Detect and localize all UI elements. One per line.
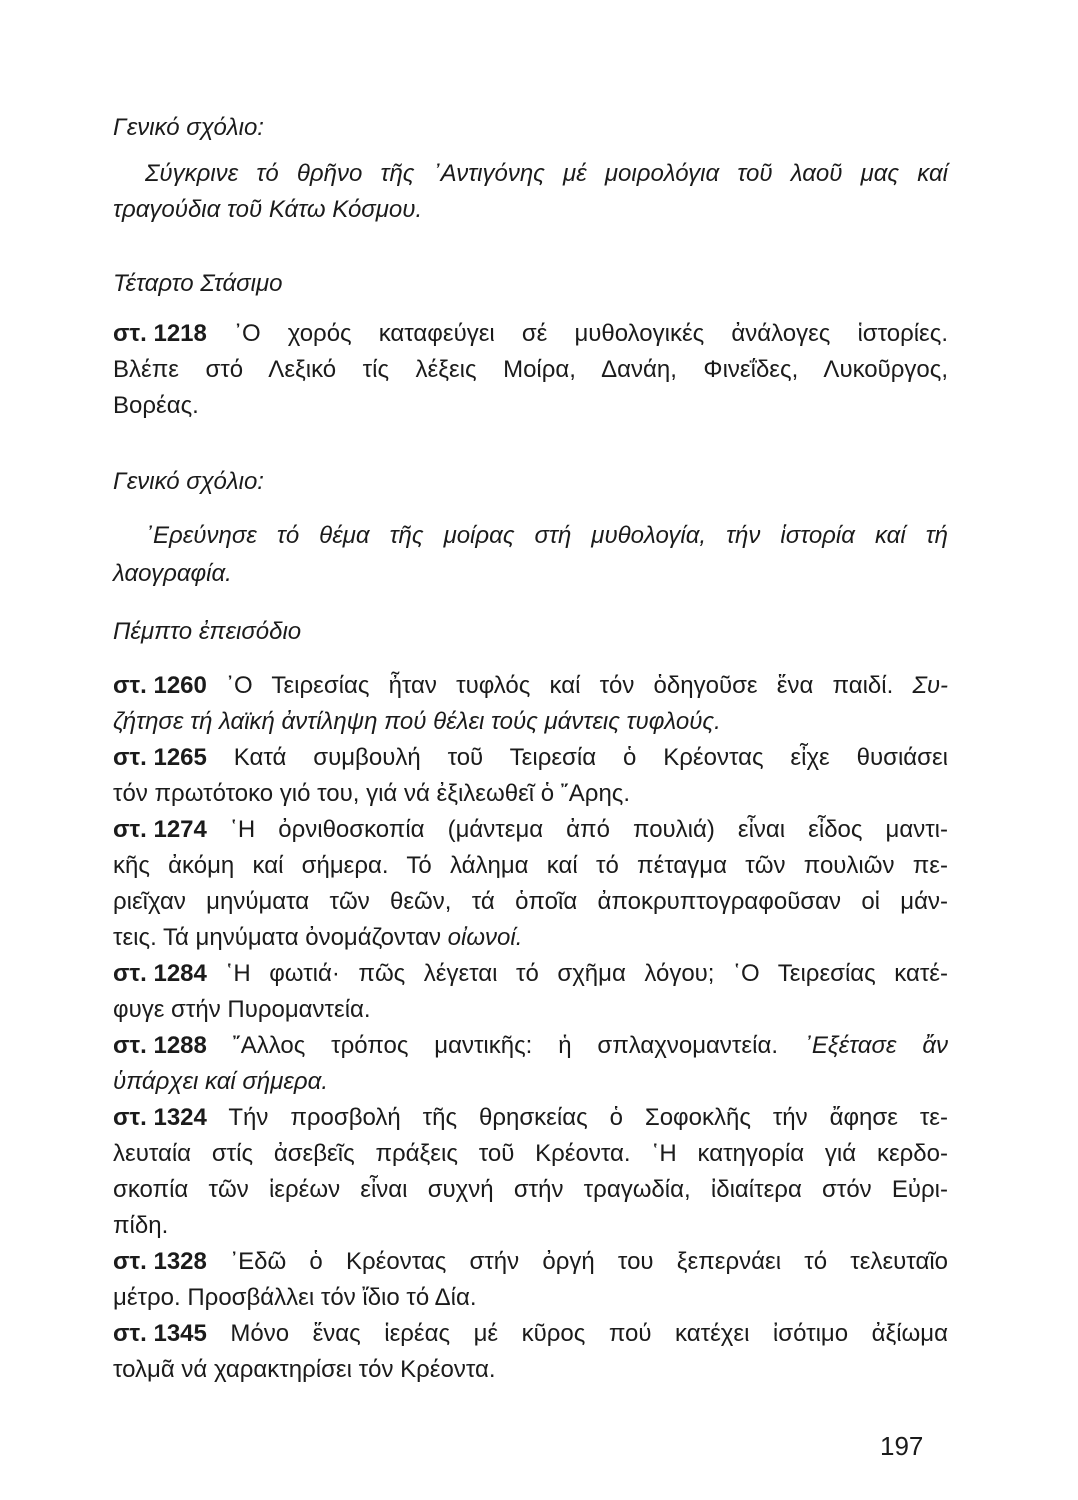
note-text: ῾Η φωτιά· πῶς λέγεται τό σχῆμα λόγου; ῾Ο Τειρεσίας κατέ- <box>225 960 948 987</box>
note-line: ὑπάρχει καί σήμερα. <box>113 1068 329 1095</box>
note-line <box>113 958 948 990</box>
note-line: λευταία στίς ἀσεβεῖς πράξεις τοῦ Κρέοντα. ῾Η κατηγορία γιά κερδο- <box>113 1140 948 1167</box>
line-reference: στ. 1324 <box>113 1104 207 1131</box>
note-line: ζήτησε τή λαϊκή ἀντίληψη πού θέλει τούς μάντεις τυφλούς. <box>113 708 721 735</box>
comment-heading: Γενικό σχόλιο: <box>113 468 264 495</box>
line-reference: στ. 1284 <box>113 960 207 987</box>
line-reference: στ. 1260 <box>113 672 207 699</box>
note-line <box>113 1102 948 1134</box>
line-reference: στ. 1274 <box>113 816 207 843</box>
note-line: φυγε στήν Πυρομαντεία. <box>113 996 371 1023</box>
note-text: ᾿Εδῶ ὁ Κρέοντας στήν ὀργή του ξεπερνάει τό τελευταῖο <box>230 1248 949 1275</box>
note-text: ᾿Ο Τειρεσίας ἦταν τυφλός καί τόν ὁδηγοῦσε ἕνα παιδί. <box>226 672 894 699</box>
note-line: πίδη. <box>113 1212 169 1239</box>
page-number: 197 <box>880 1431 924 1461</box>
comment-text-line: τραγούδια τοῦ Κάτω Κόσμου. <box>113 196 423 223</box>
comment-text-line: ᾿Ερεύνησε τό θέμα τῆς μοίρας στή μυθολογία, τήν ἱστορία καί τή <box>145 522 948 549</box>
note-line: Βλέπε στό Λεξικό τίς λέξεις Μοίρα, Δανάη, Φινεΐδες, Λυκοῦργος, <box>113 356 948 383</box>
note-text: τεις. Τά μηνύματα ὀνομάζονταν <box>113 924 441 951</box>
line-reference: στ. 1328 <box>113 1248 207 1275</box>
comment-heading: Γενικό σχόλιο: <box>113 114 264 141</box>
line-reference: στ. 1265 <box>113 744 207 771</box>
note-line <box>113 1030 948 1062</box>
note-text-italic: οἰωνοί. <box>447 924 523 951</box>
note-line: τολμᾶ νά χαρακτηρίσει τόν Κρέοντα. <box>113 1356 496 1383</box>
section-heading: Τέταρτο Στάσιμο <box>113 270 283 297</box>
note-text: Τήν προσβολή τῆς θρησκείας ὁ Σοφοκλῆς τήν ἄφησε τε- <box>228 1104 949 1131</box>
line-reference: στ. 1288 <box>113 1032 207 1059</box>
note-line: μέτρο. Προσβάλλει τόν ἴδιο τό Δία. <box>113 1284 477 1311</box>
note-line <box>113 922 522 954</box>
note-text: ῾Η ὀρνιθοσκοπία (μάντεμα ἀπό πουλιά) εἶναι εἶδος μαντι- <box>229 816 948 843</box>
line-reference: στ. 1218 <box>113 320 207 347</box>
note-line <box>113 1318 948 1350</box>
note-text: ᾿Ο χορός καταφεύγει σέ μυθολογικές ἀνάλογες ἱστορίες. <box>233 320 948 347</box>
line-reference: στ. 1345 <box>113 1320 207 1347</box>
section-heading: Πέμπτο ἐπεισόδιο <box>113 618 302 645</box>
note-line <box>113 1246 948 1278</box>
note-line: τόν πρωτότοκο γιό του, γιά νά ἐξιλεωθεῖ ὁ ῎Αρης. <box>113 780 631 807</box>
note-line <box>113 670 948 702</box>
comment-text-line: Σύγκρινε τό θρῆνο τῆς ᾿Αντιγόνης μέ μοιρολόγια τοῦ λαοῦ μας καί <box>145 160 948 187</box>
note-line: κῆς ἀκόμη καί σήμερα. Τό λάλημα καί τό πέταγμα τῶν πουλιῶν πε- <box>113 852 948 879</box>
note-line <box>113 318 948 350</box>
note-line: σκοπία τῶν ἱερέων εἶναι συχνή στήν τραγωδία, ἰδιαίτερα στόν Εὐρι- <box>113 1176 948 1203</box>
note-line: Βορέας. <box>113 392 199 419</box>
note-text: Κατά συμβουλή τοῦ Τειρεσία ὁ Κρέοντας εἶχε θυσιάσει <box>233 744 948 771</box>
note-line <box>113 742 948 774</box>
note-text: ῎Αλλος τρόπος μαντικῆς: ἡ σπλαχνομαντεία. <box>232 1032 778 1059</box>
note-line <box>113 814 948 846</box>
note-text: Μόνο ἕνας ἱερέας μέ κῦρος πού κατέχει ἰσότιμο ἀξίωμα <box>230 1320 948 1347</box>
comment-text-line: λαογραφία. <box>113 560 232 587</box>
note-text-italic: Συ- <box>912 672 949 699</box>
note-line: ριεῖχαν μηνύματα τῶν θεῶν, τά ὁποῖα ἀποκρυπτογραφοῦσαν οἱ μάν- <box>113 888 948 915</box>
note-text-italic: ᾿Εξέτασε ἄν <box>803 1032 949 1059</box>
